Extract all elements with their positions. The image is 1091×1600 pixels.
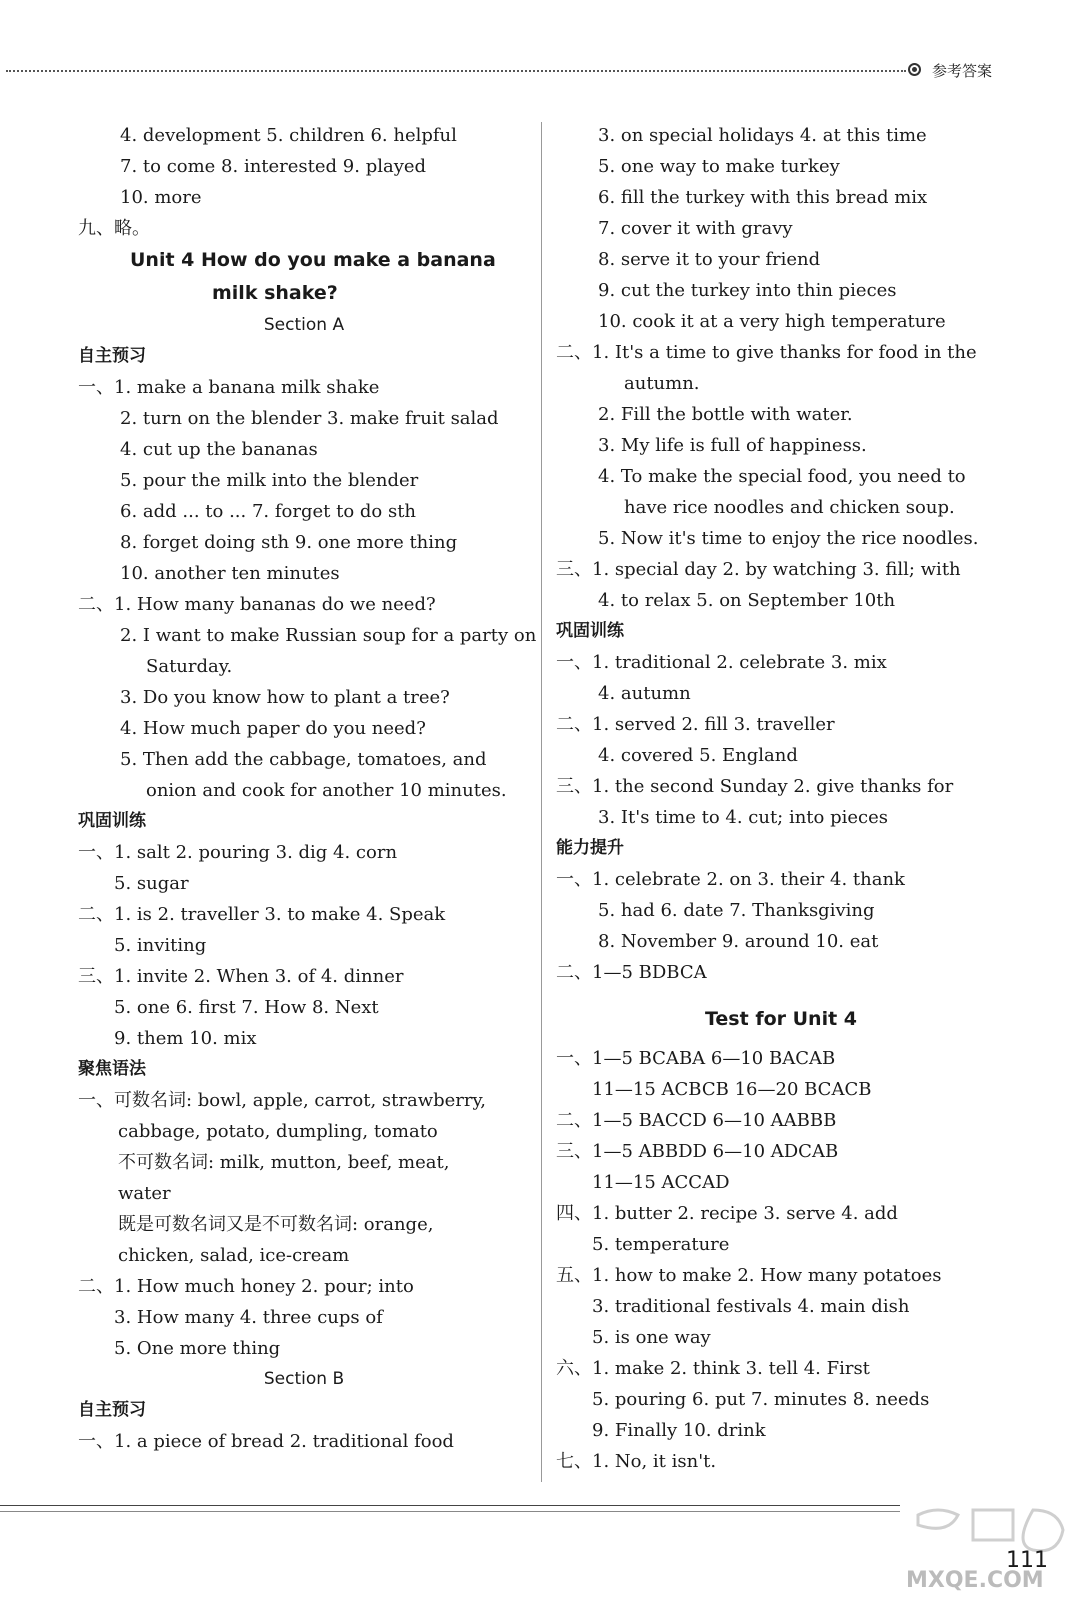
answer-line: 10. another ten minutes [120, 563, 340, 584]
section-label: Section A [263, 315, 345, 335]
answer-line: 一、1. make a banana milk shake [78, 377, 380, 398]
answer-line: 一、可数名词: bowl, apple, carrot, strawberry, [78, 1090, 487, 1111]
answer-line: 4. autumn [598, 683, 691, 704]
answer-line: 10. more [120, 187, 202, 208]
header-dotted-rule [6, 70, 906, 72]
answer-line: 二、1—5 BACCD 6—10 AABBB [556, 1110, 837, 1131]
answer-line: 一、1. traditional 2. celebrate 3. mix [556, 652, 887, 673]
section-heading: 巩固训练 [556, 621, 624, 641]
answer-line: 2. turn on the blender 3. make fruit salad [120, 408, 499, 429]
watermark-logo [898, 1495, 1088, 1595]
section-heading: 聚焦语法 [78, 1059, 146, 1079]
answer-line: 3. traditional festivals 4. main dish [592, 1296, 910, 1317]
answer-line: 5. sugar [114, 873, 189, 894]
answer-line: 三、1. invite 2. When 3. of 4. dinner [78, 966, 404, 987]
header-title: 参考答案 [932, 62, 993, 80]
answer-line: 5. One more thing [114, 1338, 281, 1359]
answer-line: 5. Now it's time to enjoy the rice noodles. [598, 528, 979, 549]
answer-line: 一、1. a piece of bread 2. traditional food [78, 1431, 454, 1452]
right-column [556, 120, 1006, 1477]
answer-line-continued: onion and cook for another 10 minutes. [146, 780, 507, 801]
answer-line: 5. had 6. date 7. Thanksgiving [598, 900, 875, 921]
answer-line: 六、1. make 2. think 3. tell 4. First [556, 1358, 870, 1379]
unit-title-continued: milk shake? [212, 282, 338, 304]
answer-line: 2. I want to make Russian soup for a party on [120, 625, 537, 646]
answer-line: 5. Then add the cabbage, tomatoes, and [120, 749, 487, 770]
test-title: Test for Unit 4 [704, 1008, 858, 1030]
answer-line-continued: Saturday. [146, 656, 233, 677]
column-divider [541, 122, 542, 1482]
answer-line: 5. pour the milk into the blender [120, 470, 419, 491]
answer-line: 一、1. salt 2. pouring 3. dig 4. corn [78, 842, 398, 863]
unit-title: Unit 4 How do you make a banana [130, 249, 496, 271]
answer-text: 不可数名词: milk, mutton, beef, meat, [118, 1152, 450, 1173]
footer-rule [0, 1505, 900, 1506]
section-heading: 能力提升 [556, 838, 624, 858]
answer-line: 9. Finally 10. drink [592, 1420, 766, 1441]
answer-line: 二、1. It's a time to give thanks for food in the [556, 342, 977, 363]
answer-line: 11—15 ACBCB 16—20 BCACB [592, 1079, 872, 1100]
answer-line: 3. It's time to 4. cut; into pieces [598, 807, 889, 828]
answer-line: 2. Fill the bottle with water. [598, 404, 853, 425]
answer-line: 二、1. How many bananas do we need? [78, 594, 436, 615]
answer-line: 3. My life is full of happiness. [598, 435, 867, 456]
answer-line: 一、1. celebrate 2. on 3. their 4. thank [556, 869, 905, 890]
answer-line: 9. cut the turkey into thin pieces [598, 280, 897, 301]
answer-line: 一、1—5 BCABA 6—10 BACAB [556, 1048, 836, 1069]
answer-line: 5. inviting [114, 935, 207, 956]
left-column [78, 120, 537, 1457]
answer-line: 5. temperature [592, 1234, 730, 1255]
answer-line: 五、1. how to make 2. How many potatoes [556, 1265, 942, 1286]
answer-line: 8. November 9. around 10. eat [598, 931, 879, 952]
answer-line: 七、1. No, it isn't. [556, 1451, 717, 1472]
answer-line: 4. How much paper do you need? [120, 718, 426, 739]
page-header [0, 0, 1091, 90]
answer-line: 4. covered 5. England [598, 745, 798, 766]
answer-line: 二、1—5 BDBCA [556, 962, 707, 983]
answer-line: 三、1. special day 2. by watching 3. fill; with [556, 559, 961, 580]
answer-line: 8. forget doing sth 9. one more thing [120, 532, 458, 553]
section-heading: 自主预习 [78, 1400, 146, 1420]
answer-line: 5. one way to make turkey [598, 156, 840, 177]
answer-line: 二、1. served 2. fill 3. traveller [556, 714, 835, 735]
answer-line: 11—15 ACCAD [592, 1172, 730, 1193]
answer-text: water [118, 1183, 171, 1204]
answer-line: 3. on special holidays 4. at this time [598, 125, 927, 146]
footer-rule-secondary [0, 1511, 900, 1512]
section-heading: 自主预习 [78, 346, 146, 366]
target-bullet-icon [908, 63, 921, 76]
svg-text:MXQE.COM: MXQE.COM [906, 1568, 1044, 1593]
answer-line: 7. to come 8. interested 9. played [120, 156, 427, 177]
section-label: Section B [263, 1369, 345, 1389]
answer-line: 5. is one way [592, 1327, 711, 1348]
answer-line: 10. cook it at a very high temperature [598, 311, 946, 332]
section-heading: 巩固训练 [78, 811, 146, 831]
answer-line: 8. serve it to your friend [598, 249, 821, 270]
answer-line: 三、1—5 ABBDD 6—10 ADCAB [556, 1141, 839, 1162]
answer-line: 6. fill the turkey with this bread mix [598, 187, 928, 208]
answer-line: 九、略。 [78, 218, 150, 239]
answer-line-continued: autumn. [624, 373, 700, 394]
answer-text: cabbage, potato, dumpling, tomato [118, 1121, 438, 1142]
answer-text: chicken, salad, ice-cream [118, 1245, 350, 1266]
answer-line-continued: have rice noodles and chicken soup. [624, 497, 955, 518]
answer-line: 四、1. butter 2. recipe 3. serve 4. add [556, 1203, 898, 1224]
answer-line: 4. cut up the bananas [120, 439, 318, 460]
page-number: 111 [1006, 1548, 1048, 1573]
answer-line: 4. to relax 5. on September 10th [598, 590, 896, 611]
answer-text: 既是可数名词又是不可数名词: orange, [118, 1214, 434, 1235]
answer-line: 5. one 6. first 7. How 8. Next [114, 997, 379, 1018]
answer-line: 6. add ... to ... 7. forget to do sth [120, 501, 417, 522]
answer-line: 4. To make the special food, you need to [598, 466, 966, 487]
answer-line: 9. them 10. mix [114, 1028, 257, 1049]
answer-line: 4. development 5. children 6. helpful [120, 125, 457, 146]
answer-line: 7. cover it with gravy [598, 218, 793, 239]
answer-line: 3. How many 4. three cups of [114, 1307, 383, 1328]
answer-line: 5. pouring 6. put 7. minutes 8. needs [592, 1389, 930, 1410]
answer-line: 3. Do you know how to plant a tree? [120, 687, 450, 708]
answer-line: 二、1. is 2. traveller 3. to make 4. Speak [78, 904, 446, 925]
answer-line: 二、1. How much honey 2. pour; into [78, 1276, 414, 1297]
answer-line: 三、1. the second Sunday 2. give thanks for [556, 776, 954, 797]
